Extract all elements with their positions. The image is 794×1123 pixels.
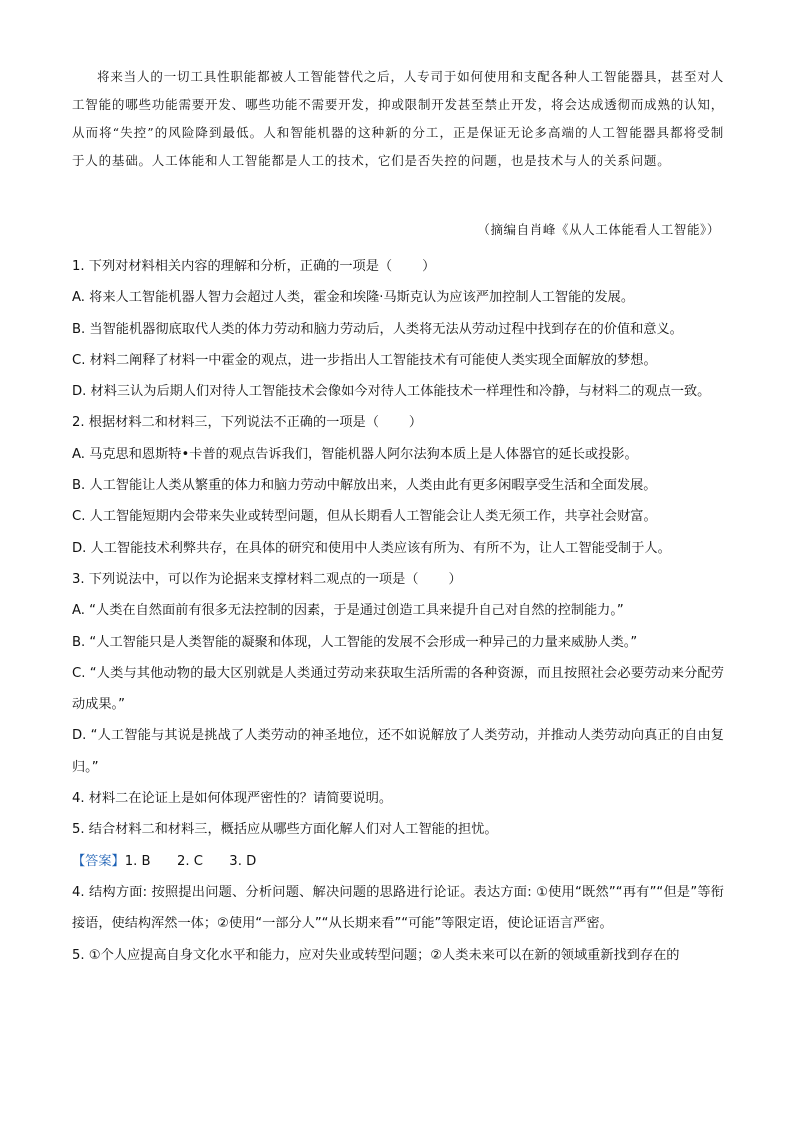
answer-tag: 【答案】 [72,853,125,869]
question-2 [72,407,724,563]
question-stem [72,407,724,438]
stem-text: 1. 下列对材料相关内容的理解和分析，正确的一项是（ [72,259,393,274]
answer-4: 4. 结构方面: 按照提出问题、分析问题、解决问题的思路进行论证。表达方面: ①使用“既然”“再有”“但是”等衔接语，使结构浑然一体；②使用“一部分人”“从长期来看”“可能”等限定语，使论证语言严密。 [72,884,724,932]
answer-mc: 1. B 2. C 3. D [124,853,257,869]
option-c: C. 人工智能短期内会带来失业或转型问题，但从长期看人工智能会让人类无须工作，共享社会财富。 [72,509,657,525]
option-a: A. 马克思和恩斯特•卡普的观点告诉我们，智能机器人阿尔法狗本质上是人体器官的延长或投影。 [72,446,638,462]
option-d: D. “人工智能与其说是挑战了人类劳动的神圣地位，还不如说解放了人类劳动，并推动人类劳动向真正的自由复归。” [72,728,724,775]
stem-text: 3. 下列说法中，可以作为论据来支撑材料二观点的一项是（ [72,571,419,587]
answer-key [72,846,724,877]
question-5: 5. 结合材料二和材料三，概括应从哪些方面化解人们对人工智能的担忧。 [72,822,498,838]
passage-excerpt [72,63,724,175]
option-a: A. 将来人工智能机器人智力会超过人类，霍金和埃隆·马斯克认为应该严加控制人工智能的发展。 [72,290,635,306]
question-stem [72,251,724,282]
answer-5: 5. ①个人应提高自身文化水平和能力，应对失业或转型问题；②人类未来可以在新的领域重新找到存在的 [72,947,680,963]
question-3 [72,564,724,783]
option-c: C. “人类与其他动物的最大区别就是人类通过劳动来获取生活所需的各种资源，而且按照社会必要劳动来分配劳动成果。” [72,665,724,713]
passage-source: （摘编自肖峰《从人工体能看人工智能》） [477,222,720,237]
option-d: D. 人工智能技术利弊共存，在具体的研究和使用中人类应该有所为、有所不为，让人工智能受制于人。 [72,540,671,556]
option-b: B. “人工智能只是人类智能的凝聚和体现，人工智能的发展不会形成一种异己的力量来威胁人类。” [72,634,638,650]
option-b: B. 人工智能让人类从繁重的体力和脑力劳动中解放出来，人类由此有更多闲暇享受生活和全面发展。 [72,478,657,494]
stem-close: ） [448,571,462,587]
option-b: B. 当智能机器彻底取代人类的体力劳动和脑力劳动后，人类将无法从劳动过程中找到存在的价值和意义。 [72,321,683,337]
passage-paragraph: 将来当人的一切工具性职能都被人工智能替代之后，人专司于如何使用和支配各种人工智能器具，甚至对人工智能的哪些功能需要开发、哪些功能不需要开发，抑或限制开发甚至禁止开发，将会达成透彻而成熟的认知，从而将“失控”的风险降到最低。人和智能机器的这种新的分工，正是保证无论多高端的人工智能器具都将受制于人的基础。人工体能和人工智能都是人工的技术，它们是否失控的问题，也是技术与人的关系问题。 [72,69,724,168]
question-stem [72,564,724,595]
option-c: C. 材料二阐释了材料一中霍金的观点，进一步指出人工智能技术有可能使人类实现全面解放的梦想。 [72,352,657,368]
stem-close: ） [422,259,436,274]
question-4: 4. 材料二在论证上是如何体现严密性的？请简要说明。 [72,791,393,807]
question-1 [72,251,724,407]
option-a: A. “人类在自然面前有很多无法控制的因素，于是通过创造工具来提升自己对自然的控制能力。” [72,603,624,619]
option-d: D. 材料三认为后期人们对待人工智能技术会像如今对待人工体能技术一样理性和冷静，与材料二的观点一致。 [72,384,711,400]
stem-close: ） [408,415,423,431]
questions-and-answers [72,251,724,971]
stem-text: 2. 根据材料二和材料三，下列说法不正确的一项是（ [72,415,379,431]
